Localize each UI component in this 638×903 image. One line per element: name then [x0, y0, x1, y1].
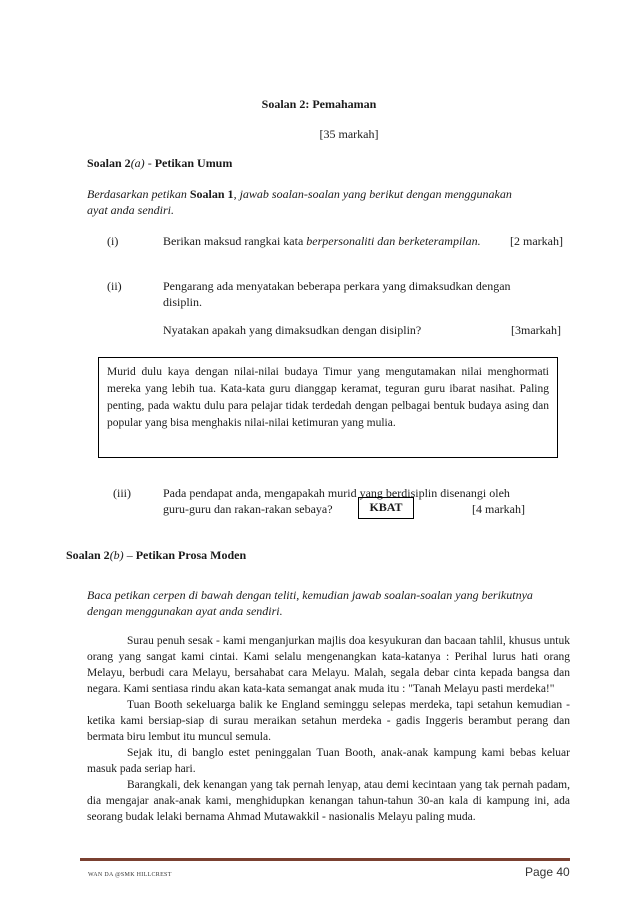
prose-paragraph: Barangkali, dek kenangan yang tak pernah lenyap, atau demi kecintaan yang tak pernah padam, dia mengajar anak-anak kami, menghidupkan kenangan tahun-tahun 30-an kala di kampung ini, ada seorang budak lelaki bernama Ahmad Mutawakkil - nasionalis Melayu paling muda. [87, 779, 570, 823]
section-b-dash: – [123, 548, 136, 562]
question-3-number: (iii) [113, 486, 131, 500]
question-2-line-2: disiplin. [163, 295, 203, 309]
page-number: Page 40 [525, 865, 570, 879]
prose-paragraph: Surau penuh sesak - kami menganjurkan majlis doa kesyukuran dan bacaan tahlil, khusus untuk orang yang sangat kami cintai. Kami selalu mengenangkan kata-katanya : Perihal lurus hati orang Melayu, berbudi cara Melayu, bersahabat cara Melayu. Malah, segala debar cinta kepada bangsa dan negara. Kami sentiasa rindu akan kata-kata semangat anak muda itu : "Tanah Melayu pasti merdeka!" [87, 635, 570, 695]
question-2-number: (ii) [107, 279, 122, 293]
section-a-dash: - [144, 156, 155, 170]
section-b-letter: (b) [109, 548, 124, 562]
kbat-badge: KBAT [358, 497, 414, 519]
question-1-number: (i) [107, 234, 119, 248]
section-b-prefix: Soalan 2 [66, 548, 110, 562]
section-b-title: Petikan Prosa Moden [135, 548, 247, 562]
section-a-title: Petikan Umum [154, 156, 233, 170]
question-2-marks: [3markah] [511, 323, 561, 337]
instruction-b-line-1: Baca petikan cerpen di bawah dengan teliti, kemudian jawab soalan-soalan yang berikutnya [87, 588, 533, 602]
section-a-prefix: Soalan 2 [87, 156, 131, 170]
section-b-instruction [87, 587, 577, 619]
prose-paragraph: Tuan Booth sekeluarga balik ke England seminggu selepas merdeka, tapi setahun kemudian - ketika kami bersiap-siap di surau meraikan setahun merdeka - gadis Inggeris berambut perang dan bermata biru lembut itu muncul semula. [87, 699, 570, 743]
question-2-line-1: Pengarang ada menyatakan beberapa perkara yang dimaksudkan dengan [163, 279, 511, 293]
question-3-marks: [4 markah] [472, 502, 525, 516]
question-3-line-2: guru-guru dan rakan-rakan sebaya? [163, 502, 333, 516]
section-a-letter: (a) [130, 156, 145, 170]
instruction-bold: Soalan 1 [189, 187, 234, 201]
section-b-heading [66, 548, 246, 563]
section-a-instruction [87, 186, 567, 218]
page-title: Soalan 2: Pemahaman [261, 97, 377, 111]
question-2-text [163, 278, 553, 310]
section-a-heading [87, 156, 232, 171]
prose-passage [87, 633, 570, 825]
instruction-text-3: ayat anda sendiri. [87, 203, 174, 217]
question-1-marks: [2 markah] [510, 234, 563, 248]
excerpt-box: Murid dulu kaya dengan nilai-nilai budaya Timur yang mengutamakan nilai menghormati mereka yang lebih tua. Kata-kata guru dianggap keramat, teguran guru ibarat nasihat. Paling penting, pada waktu dulu para pelajar tidak terdedah dengan pelbagai bentuk budaya asing dan popular yang bisa menghakis nilai-nilai ketimuran yang mulia. [98, 357, 558, 458]
total-marks: [35 markah] [319, 127, 379, 141]
question-3-line-1: Pada pendapat anda, mengapakah murid yang berdisiplin disenangi oleh [163, 486, 510, 500]
instruction-text: Berdasarkan petikan [87, 187, 190, 201]
prose-paragraph: Sejak itu, di banglo estet peninggalan Tuan Booth, anak-anak kampung kami bebas keluar masuk pada seriap hari. [87, 747, 570, 775]
instruction-b-line-2: dengan menggunakan ayat anda sendiri. [87, 604, 283, 618]
question-1-phrase: berpersonaliti dan berketerampilan. [306, 234, 481, 248]
footer-divider [80, 858, 570, 861]
question-2-prompt: Nyatakan apakah yang dimaksudkan dengan disiplin? [163, 323, 422, 337]
question-1-text [163, 233, 481, 249]
footer-author: WAN DA @SMK HILLCREST [88, 872, 172, 878]
question-1-body: Berikan maksud rangkai kata [163, 234, 307, 248]
instruction-text-2: , jawab soalan-soalan yang berikut dengan menggunakan [233, 187, 512, 201]
